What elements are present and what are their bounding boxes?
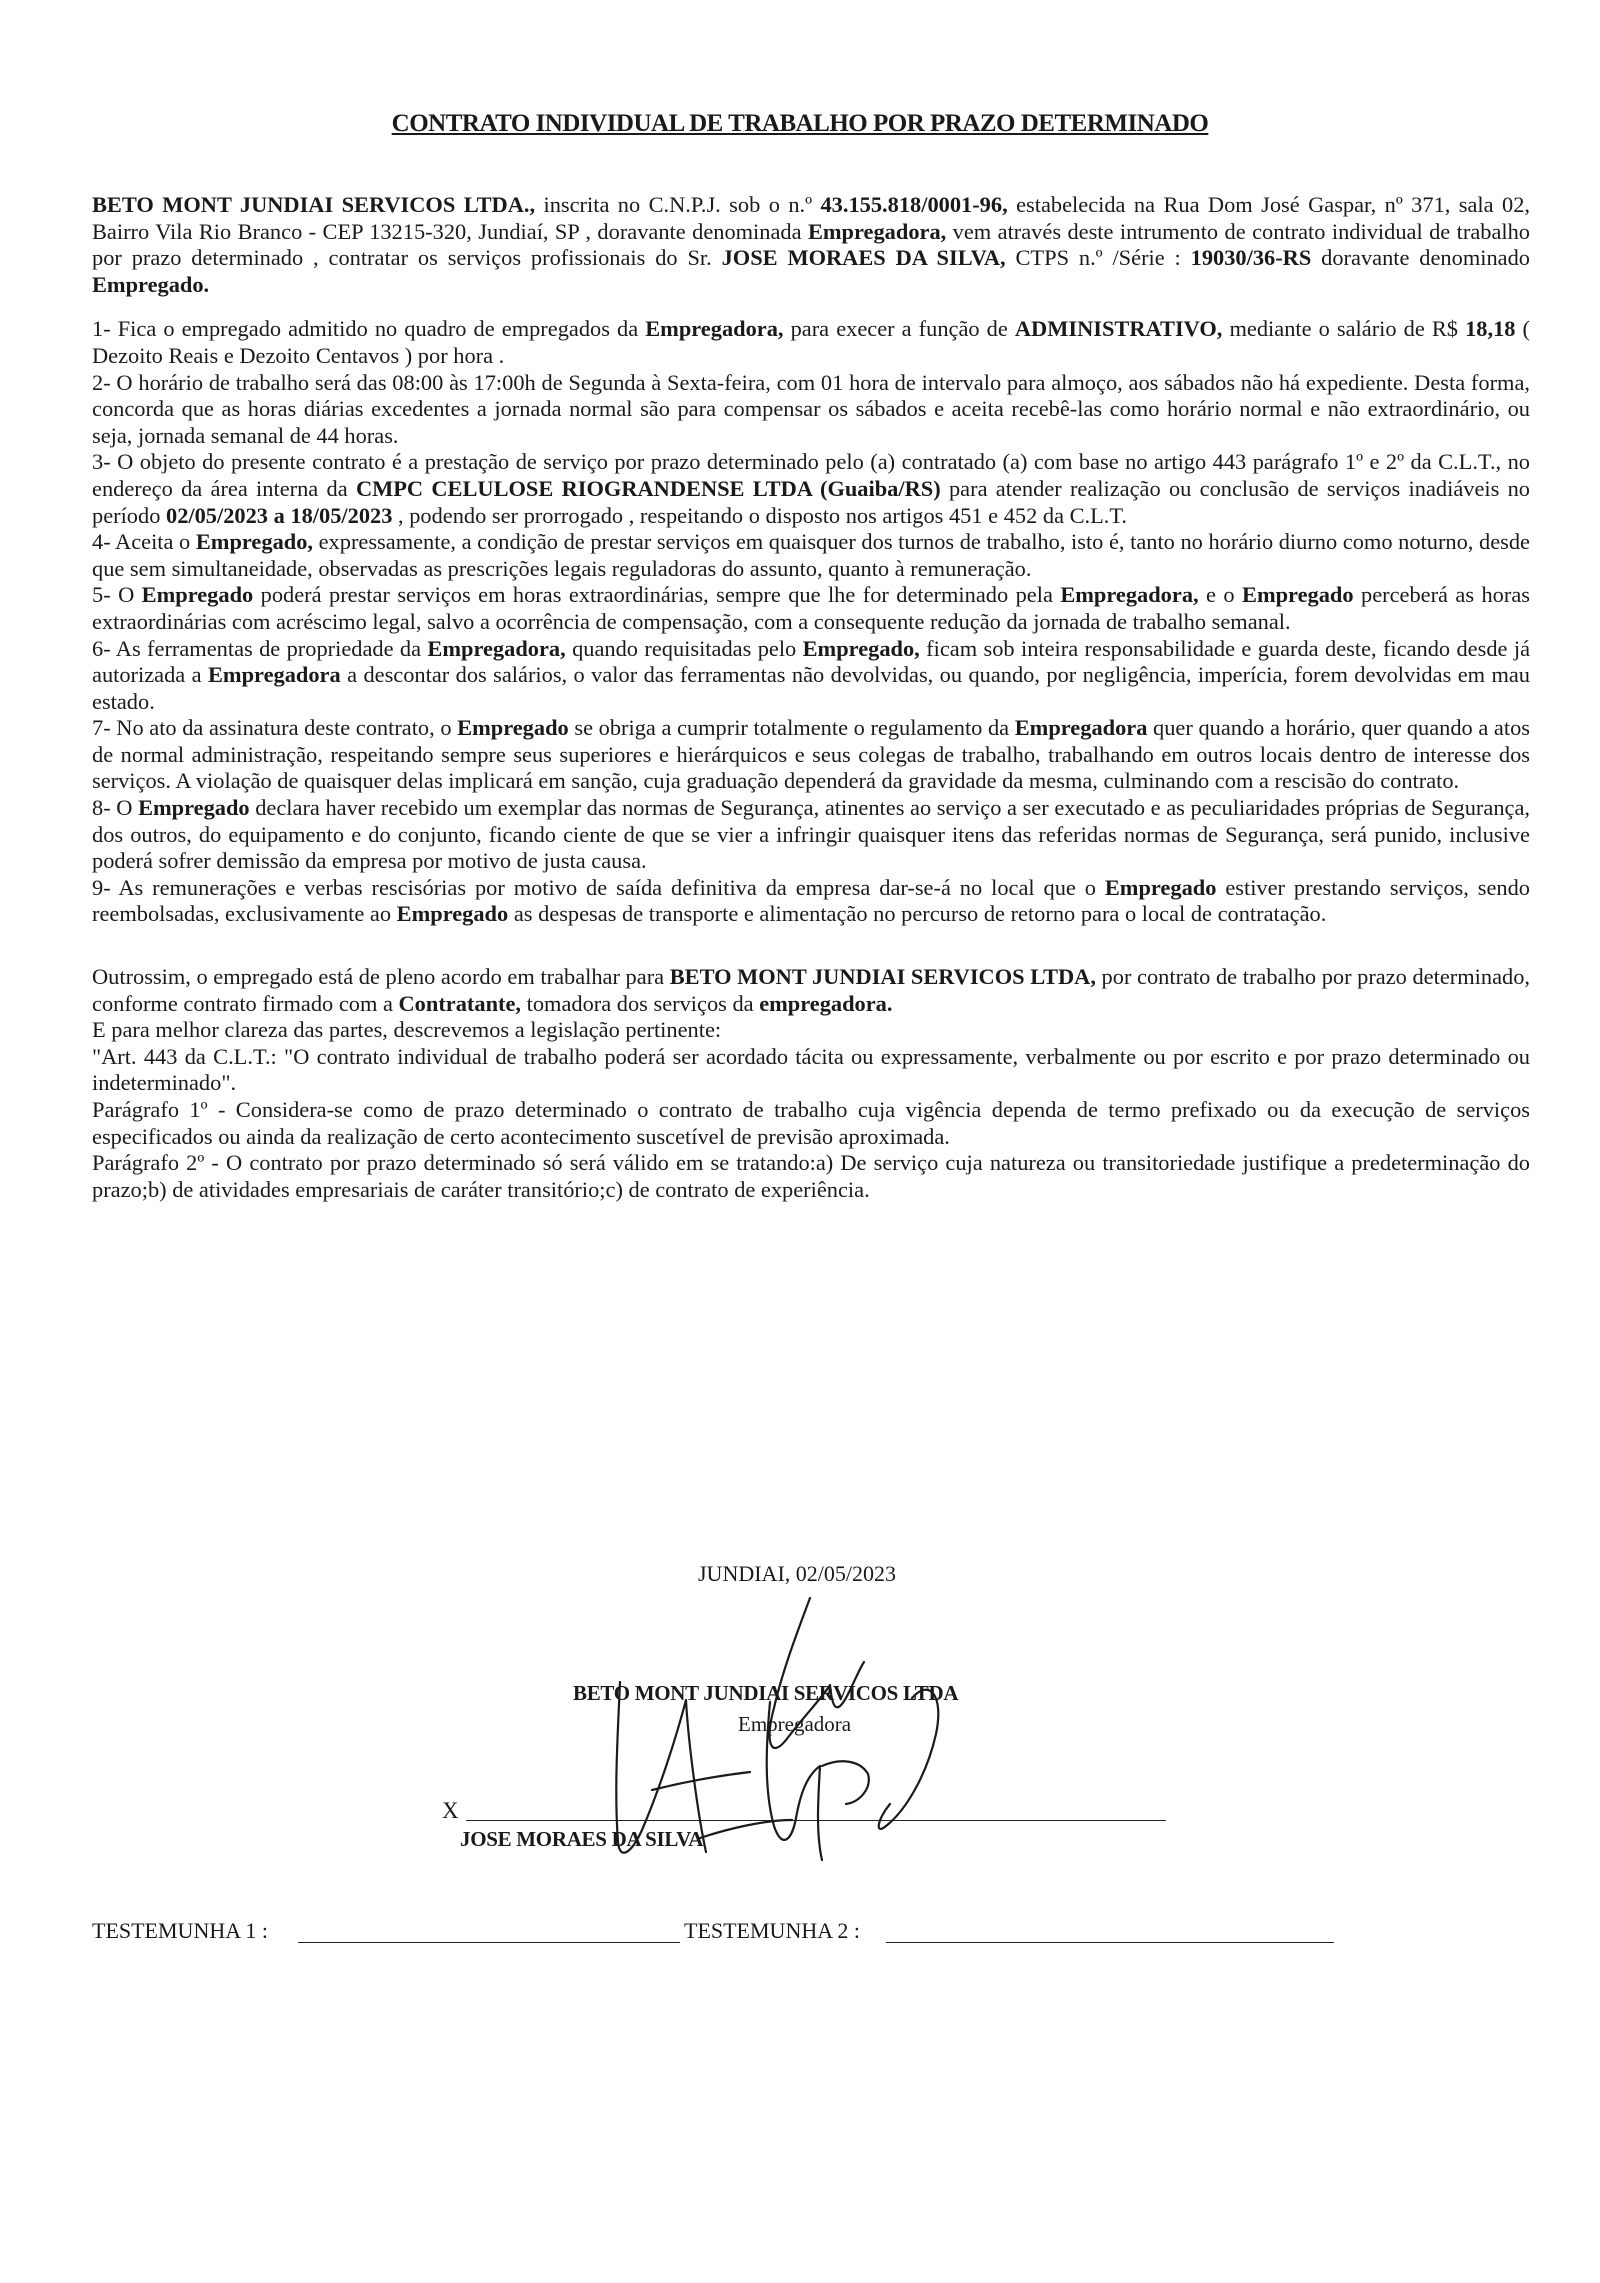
- witness-2-label: TESTEMUNHA 2 :: [684, 1918, 860, 1943]
- witness-1-label: TESTEMUNHA 1 :: [92, 1918, 268, 1943]
- hourly-wage: 18,18: [1465, 316, 1516, 342]
- signature-x-mark: X: [442, 1798, 459, 1823]
- paragraph-1: Parágrafo 1º - Considera-se como de prazo determinado o contrato de trabalho cuja vigência dependa de termo prefixado ou da execução de serviços especificados ou ainda da realização de certo acontecimento suscetível de previsão aproximada.: [92, 1097, 1530, 1149]
- worker-name: JOSE MORAES DA SILVA,: [721, 245, 1006, 271]
- employer-name: BETO MONT JUNDIAI SERVICOS LTDA: [573, 1681, 959, 1705]
- witness-2-line: [886, 1942, 1334, 1943]
- clause-9: 9- As remunerações e verbas rescisórias por motivo de saída definitiva da empresa dar-se-á no local que o Empregado estiver prestando serviços, sendo reembolsadas, exclusivamente ao Empregado as despesas de transporte e alimentação no percurso de retorno para o local de contratação.: [92, 874, 1530, 927]
- clause-3: 3- O objeto do presente contrato é a prestação de serviço por prazo determinado pelo (a) contratado (a) com base no artigo 443 parágrafo 1º e 2º da C.L.T., no endereço da área interna da CMPC CELULOSE RIOGRANDENSE LTDA (Guaiba/RS) para atender realização ou conclusão de serviços inadiáveis no período 02/05/2023 a 18/05/2023 , podendo ser prorrogado , respeitando o disposto nos artigos 451 e 452 da C.L.T.: [92, 449, 1530, 528]
- clause-5: 5- O Empregado poderá prestar serviços em horas extraordinárias, sempre que lhe for determinado pela Empregadora, e o Empregado perceberá as horas extraordinárias com acréscimo legal, salvo a ocorrência de compensação, com a consequente redução da jornada de trabalho semanal.: [92, 582, 1530, 634]
- legislation-intro: E para melhor clareza das partes, descrevemos a legislação pertinente:: [92, 1017, 722, 1043]
- clause-4: 4- Aceita o Empregado, expressamente, a condição de prestar serviços em quaisquer dos turnos de trabalho, isto é, tanto no horário diurno como noturno, desde que sem simultaneidade, observadas as prescrições legais reguladoras do assunto, quanto à remuneração.: [92, 529, 1530, 581]
- clause-6: 6- As ferramentas de propriedade da Empregadora, quando requisitadas pelo Empregado, ficam sob inteira responsabilidade e guarda deste, ficando desde já autorizada a Empregadora a descontar dos salários, o valor das ferramentas não devolvidas, ou quando, por negligência, imperícia, forem devolvidas em mau estado.: [92, 635, 1531, 714]
- contract-period: 02/05/2023 a 18/05/2023: [166, 502, 393, 528]
- clause-2: 2- O horário de trabalho será das 08:00 às 17:00h de Segunda à Sexta-feira, com 01 hora de intervalo para almoço, aos sábados não há expediente. Desta forma, concorda que as horas diárias excedentes a jornada normal são para compensar os sábados e aceita recebê-las como horário normal e não extraordinário, ou seja, jornada semanal de 44 horas.: [92, 369, 1530, 448]
- job-function: ADMINISTRATIVO,: [1014, 316, 1223, 342]
- employee-name: JOSE MORAES DA SILVA: [460, 1827, 704, 1851]
- employer-role: Empregadora: [738, 1712, 852, 1736]
- outro-paragraph: Outrossim, o empregado está de pleno acordo em trabalhar para BETO MONT JUNDIAI SERVICOS LTDA, por contrato de trabalho por prazo determinado, conforme contrato firmado com a Contratante, tomadora dos serviços da empregadora.: [92, 964, 1530, 1016]
- intro-paragraph: BETO MONT JUNDIAI SERVICOS LTDA., inscrita no C.N.P.J. sob o n.º 43.155.818/0001-96, estabelecida na Rua Dom José Gaspar, nº 371, sala 02, Bairro Vila Rio Branco - CEP 13215-320, Jundiaí, SP , doravante denominada Empregadora, vem através deste intrumento de contrato individual de trabalho por prazo determinado , contratar os serviços profissionais do Sr. JOSE MORAES DA SILVA, CTPS n.º /Série : 19030/36-RS doravante denominado Empregado.: [92, 192, 1530, 297]
- cnpj-number: 43.155.818/0001-96,: [820, 192, 1008, 217]
- signature-date: JUNDIAI, 02/05/2023: [698, 1561, 896, 1586]
- clause-1: 1- Fica o empregado admitido no quadro de empregados da Empregadora, para execer a função de ADMINISTRATIVO, mediante o salário de R$ 18,18 ( Dezoito Reais e Dezoito Centavos ) por hora .: [92, 316, 1530, 368]
- document-title: CONTRATO INDIVIDUAL DE TRABALHO POR PRAZO DETERMINADO: [391, 110, 1209, 137]
- ctps-number: 19030/36-RS: [1190, 245, 1312, 271]
- article-443: "Art. 443 da C.L.T.: "O contrato individual de trabalho poderá ser acordado tácita ou expressamente, verbalmente ou por escrito e por prazo determinado ou indeterminado".: [92, 1043, 1530, 1096]
- company-name: BETO MONT JUNDIAI SERVICOS LTDA.,: [92, 192, 536, 217]
- paragraph-2: Parágrafo 2º - O contrato por prazo determinado só será válido em se tratando:a) De serviço cuja natureza ou transitoriedade justifique a predeterminação do prazo;b) de atividades empresariais de caráter transitório;c) de contrato de experiência.: [92, 1150, 1530, 1202]
- witness-1-line: [298, 1942, 680, 1943]
- client-company: CMPC CELULOSE RIOGRANDENSE LTDA (Guaiba/RS): [355, 475, 941, 501]
- contract-body: [92, 192, 1530, 1203]
- handwritten-signature: [560, 1590, 1000, 1880]
- clause-8: 8- O Empregado declara haver recebido um exemplar das normas de Segurança, atinentes ao serviço a ser executado e as peculiaridades próprias de Segurança, dos outros, do equipamento e do conjunto, ficando ciente de que se vier a infringir quaisquer itens das referidas normas de Segurança, será punido, inclusive poderá sofrer demissão da empresa por motivo de justa causa.: [92, 795, 1530, 874]
- clause-7: 7- No ato da assinatura deste contrato, o Empregado se obriga a cumprir totalmente o regulamento da Empregadora quer quando a horário, quer quando a atos de normal administração, respeitando sempre seus superiores e hierárquicos e seus colegas de trabalho, trabalhando em outros locais dentro de interesse dos serviços. A violação de quaisquer delas implicará em sanção, cuja graduação dependerá da gravidade da mesma, culminando com a rescisão do contrato.: [92, 715, 1530, 794]
